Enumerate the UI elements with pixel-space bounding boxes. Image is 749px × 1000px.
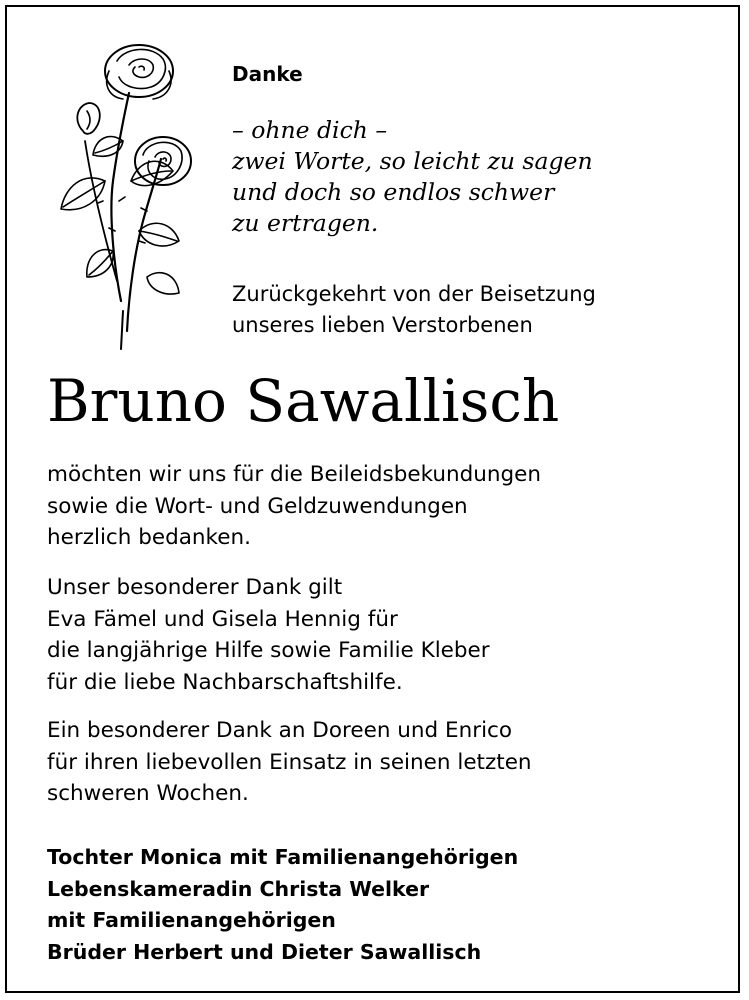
paragraph-line: für die liebe Nachbarschaftshilfe. — [47, 669, 403, 695]
paragraph-line: sowie die Wort- und Geldzuwendungen — [47, 493, 468, 519]
thanks-paragraph-1 — [47, 459, 541, 554]
paragraph-line: die langjährige Hilfe sowie Familie Kleber — [47, 638, 490, 663]
poem-line: – ohne dich – — [232, 116, 388, 144]
signers-list — [47, 842, 518, 968]
signer-line: mit Familienangehörigen — [47, 908, 336, 932]
poem — [232, 115, 593, 239]
intro-text — [232, 279, 596, 341]
poem-line: und doch so endlos schwer — [232, 178, 555, 206]
paragraph-line: Unser besonderer Dank gilt — [47, 575, 343, 600]
signer-line: Brüder Herbert und Dieter Sawallisch — [47, 939, 482, 964]
signer-line: Tochter Monica mit Familienangehörigen — [47, 845, 519, 869]
intro-line: unseres lieben Verstorbenen — [232, 313, 533, 337]
intro-line: Zurückgekehrt von der Beisetzung — [232, 282, 596, 306]
signer-line: Lebenskameradin Christa Welker — [47, 876, 430, 901]
thanks-paragraph-3 — [47, 715, 532, 810]
paragraph-line: Eva Fämel und Gisela Hennig für — [47, 606, 398, 632]
paragraph-line: herzlich bedanken. — [47, 525, 251, 550]
heading-danke: Danke — [232, 62, 303, 86]
paragraph-line: schweren Wochen. — [47, 781, 249, 806]
notice-frame — [5, 5, 740, 993]
thanks-paragraph-2 — [47, 572, 490, 698]
paragraph-line: möchten wir uns für die Beileidsbekundungen — [47, 462, 542, 487]
deceased-name: Bruno Sawallisch — [47, 367, 560, 435]
poem-line: zu ertragen. — [232, 209, 379, 237]
paragraph-line: Ein besonderer Dank an Doreen und Enrico — [47, 718, 513, 743]
paragraph-line: für ihren liebevollen Einsatz in seinen letzten — [47, 749, 532, 775]
rose-drawing-icon — [43, 31, 193, 353]
poem-line: zwei Worte, so leicht zu sagen — [232, 147, 593, 175]
